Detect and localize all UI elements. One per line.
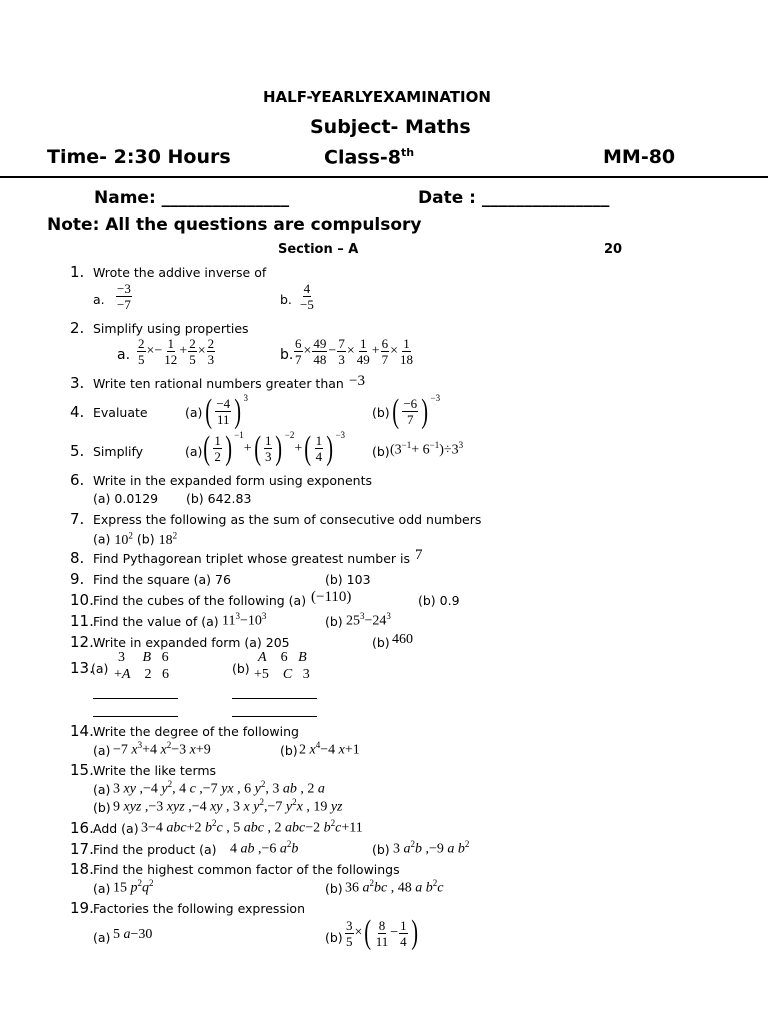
q11-b-label: (b) — [325, 614, 343, 629]
q19-text: Factories the following expression — [93, 901, 305, 916]
q13-number: 13. — [70, 659, 94, 677]
q18-number: 18. — [70, 860, 94, 878]
q14-b-label: (b) — [280, 743, 298, 758]
q12-b-value: 460 — [392, 632, 413, 647]
q13-a-answer-line-1 — [93, 698, 178, 699]
q19-a-label: (a) — [93, 930, 111, 945]
q18-text: Find the highest common factor of the followings — [93, 862, 400, 877]
q3-number: 3. — [70, 374, 85, 392]
q9-number: 9. — [70, 570, 85, 588]
q13-a-answer-line-2 — [93, 716, 178, 717]
q1-a-label: a. — [93, 292, 105, 307]
q4-number: 4. — [70, 403, 85, 421]
q7-text: Express the following as the sum of consecutive odd numbers — [93, 512, 482, 527]
q6-b: (b) 642.83 — [186, 491, 252, 506]
q16-expression: 3−4 abc+2 $b^2c$ , 5 abc , 2 abc−2 $b^2c+11$ — [141, 818, 363, 836]
q5-a-label: (a) — [185, 444, 203, 459]
q13-b-answer-line-1 — [232, 698, 317, 699]
q2-b-label: b. — [280, 347, 294, 363]
q13-b-bottom: +5 C 3 — [254, 667, 310, 682]
max-marks: MM-80 — [603, 146, 676, 168]
q15-a-label: (a) — [93, 782, 111, 797]
q5-text: Simplify — [93, 444, 144, 459]
q13-b-top: A 6 B — [258, 650, 307, 665]
q2-a-expression: $\frac{2}{5}$ ×− $\frac{1}{12}$ + $\frac{2}{5}$ × $\frac{2}{3}$ — [138, 336, 215, 367]
q6-text: Write in the expanded form using exponents — [93, 473, 373, 488]
q19-a-expression: 5 a−30 — [113, 927, 153, 942]
q16-text: Add (a) — [93, 821, 139, 836]
q15-b-label: (b) — [93, 800, 111, 815]
q11-a-expression: $11^3-10^3$ — [222, 611, 267, 629]
header-divider — [0, 176, 768, 178]
note: Note: All the questions are compulsory — [47, 215, 422, 235]
section-marks: 20 — [604, 242, 623, 257]
q8-text: Find Pythagorean triplet whose greatest number is — [93, 551, 411, 566]
q13-a-label: (a) — [91, 661, 109, 676]
q12-b-label: (b) — [372, 635, 390, 650]
q4-b-expression: ( $\frac{-6}{7}$ ) $^{-3}$ — [392, 392, 441, 430]
q16-number: 16. — [70, 819, 94, 837]
exam-title: HALF-YEARLYEXAMINATION — [263, 88, 491, 106]
q19-b-label: (b) — [325, 930, 343, 945]
q18-b-expression: 36 $a^2bc$ , 48 a $b^2c$ — [345, 878, 444, 896]
q18-a-expression: 15 $p^2q^2$ — [113, 878, 154, 896]
q11-text: Find the value of (a) — [93, 614, 219, 629]
q11-number: 11. — [70, 612, 94, 630]
q4-b-label: (b) — [372, 405, 390, 420]
q2-text: Simplify using properties — [93, 321, 249, 336]
q17-number: 17. — [70, 840, 94, 858]
q7-number: 7. — [70, 510, 85, 528]
name-field: Name: _______________ — [94, 188, 290, 208]
q11-b-expression: $25^3-24^3$ — [346, 611, 391, 629]
q1-text: Wrote the addive inverse of — [93, 265, 267, 280]
q2-number: 2. — [70, 319, 85, 337]
q1-b-fraction: $\frac{4}{-5}$ — [300, 281, 314, 312]
q15-a-expression: 3 xy ,−4 $y^2$, 4 c ,−7 yx , 6 $y^2$, 3 ab , 2 a — [113, 779, 325, 797]
q13-b-answer-line-2 — [232, 716, 317, 717]
q17-text: Find the product (a) — [93, 842, 217, 857]
q19-number: 19. — [70, 899, 94, 917]
q13-a-bottom: +A 2 6 — [114, 667, 169, 682]
q5-a-expression: ( $\frac{1}{2}$ ) $^{-1}$+( $\frac{1}{3}$ ) $^{-2}$+( $\frac{1}{4}$ ) $^{-3}$ — [203, 429, 346, 467]
q10-number: 10. — [70, 591, 94, 609]
q12-number: 12. — [70, 633, 94, 651]
q5-b-label: (b) — [372, 444, 390, 459]
q13-b-label: (b) — [232, 661, 250, 676]
q5-b-expression: $(3^{-1}+ 6^{-1})\div 3^3$ — [390, 440, 464, 458]
q15-number: 15. — [70, 761, 94, 779]
q18-a-label: (a) — [93, 881, 111, 896]
q17-b-expression: 3 $a^2b$ ,−9 a $b^2$ — [393, 839, 470, 857]
q3-text: Write ten rational numbers greater than — [93, 376, 344, 391]
q4-a-label: (a) — [185, 405, 203, 420]
exam-time: Time- 2:30 Hours — [47, 146, 231, 168]
q18-b-label: (b) — [325, 881, 343, 896]
q6-number: 6. — [70, 471, 85, 489]
q15-b-expression: 9 xyz ,−3 xyz ,−4 xy , 3 x $y^2,-7$ $y^2x$ , 19 yz — [113, 797, 343, 815]
q8-value: 7 — [415, 547, 423, 563]
q8-number: 8. — [70, 549, 85, 567]
q17-a-expression: 4 ab ,−6 $a^2b$ — [230, 839, 299, 857]
q14-a-expression: −7 $x^3+4$ $x^2-3$ x+9 — [113, 740, 211, 758]
q14-a-label: (a) — [93, 743, 111, 758]
q5-number: 5. — [70, 442, 85, 460]
q7-a-b: (a) $10^2$ (b) $18^2$ — [93, 530, 178, 548]
q1-b-label: b. — [280, 292, 292, 307]
q10-value: (−110) — [311, 589, 352, 605]
q6-a: (a) 0.0129 — [93, 491, 159, 506]
q10-text: Find the cubes of the following (a) — [93, 593, 307, 608]
q9-b: (b) 103 — [325, 572, 371, 587]
q1-number: 1. — [70, 263, 85, 281]
q15-text: Write the like terms — [93, 763, 217, 778]
q17-b-label: (b) — [372, 842, 390, 857]
q10-b: (b) 0.9 — [418, 593, 460, 608]
q2-b-expression: $\frac{6}{7}$ × $\frac{49}{48}$ − $\frac{7}{3}$ × $\frac{1}{49}$ + $\frac{6}{7}$ × $\frac{1}{18}$ — [295, 336, 414, 367]
q12-text: Write in expanded form (a) 205 — [93, 635, 290, 650]
q14-number: 14. — [70, 722, 94, 740]
q3-value: −3 — [349, 373, 365, 389]
class-label: Class-8th — [324, 146, 415, 169]
q4-text: Evaluate — [93, 405, 148, 420]
q2-a-label: a. — [117, 347, 131, 363]
q19-b-expression: $\frac{3}{5}$ ×( $\frac{8}{11}$ − $\frac{1}{4}$ ) — [346, 914, 418, 951]
q1-a-fraction: $\frac{-3}{-7}$ — [117, 281, 131, 312]
q9-text: Find the square (a) 76 — [93, 572, 231, 587]
subject-title: Subject- Maths — [310, 116, 471, 138]
q4-a-expression: ( $\frac{-4}{11}$ ) $^3$ — [205, 392, 248, 430]
q14-text: Write the degree of the following — [93, 724, 299, 739]
date-field: Date : _______________ — [418, 188, 610, 208]
q14-b-expression: 2 $x^4-4$ x+1 — [299, 740, 360, 758]
q13-a-top: 3 B 6 — [118, 650, 169, 665]
section-title: Section – A — [278, 242, 359, 257]
